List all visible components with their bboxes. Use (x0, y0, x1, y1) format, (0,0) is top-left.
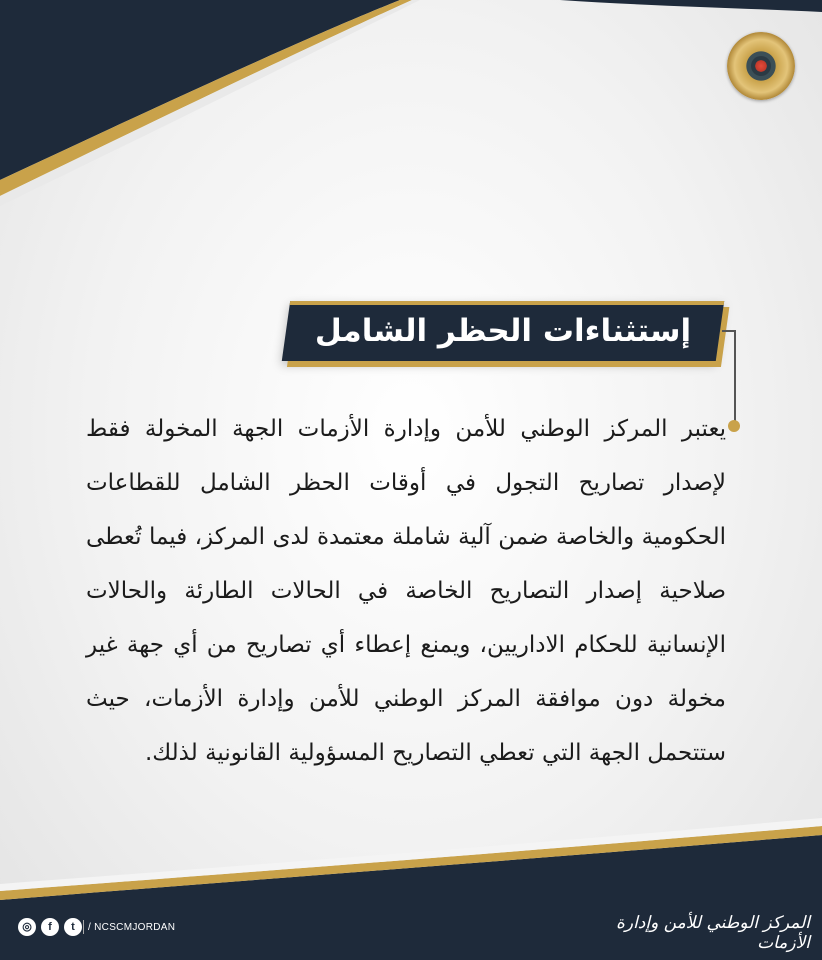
connector-line (734, 330, 736, 425)
national-emblem-logo (727, 32, 795, 100)
footer-divider (83, 920, 84, 934)
footer-calligraphy-logo: المركز الوطني للأمن وإدارة الأزمات (615, 913, 810, 953)
social-handle: / NCSCMJORDAN (88, 922, 176, 933)
bullet-dot (728, 420, 740, 432)
page-title: إستثناءات الحظر الشامل (314, 313, 692, 349)
instagram-icon[interactable]: ◎ (18, 918, 36, 936)
announcement-body: يعتبر المركز الوطني للأمن وإدارة الأزمات الجهة المخولة فقط لإصدار تصاريح التجول في أوقات الحظر الشامل للقطاعات الحكومية والخاصة ضمن آلية شاملة معتمدة لدى المركز، فيما تُعطى صلاحية إصدار التصاريح الخاصة في الحالات الطارئة والحالات الإنسانية للحكام الاداريين، ويمنع إعطاء أي تصاريح من أي جهة غير مخولة دون موافقة المركز الوطني للأمن وإدارة الأزمات، حيث ستتحمل الجهة التي تعطي التصاريح المسؤولية القانونية لذلك. (86, 416, 726, 766)
facebook-icon[interactable]: f (41, 918, 59, 936)
twitter-icon[interactable]: t (64, 918, 82, 936)
emblem-center-icon (751, 56, 771, 76)
